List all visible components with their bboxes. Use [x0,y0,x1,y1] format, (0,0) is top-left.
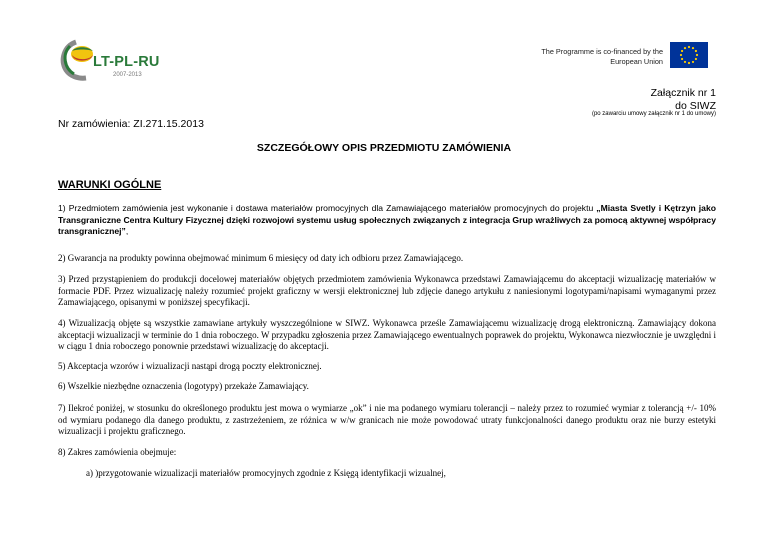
paragraph-8a: a) )przygotowanie wizualizacji materiałów promocyjnych zgodnie z Księgą identyfikacji wizualnej, [86,468,446,478]
eu-flag-icon [670,42,708,68]
paragraph-1-end: , [125,226,129,236]
eu-star-icon [684,47,686,49]
paragraph-1 [58,203,716,238]
document-title: SZCZEGÓŁOWY OPIS PRZEDMIOTU ZAMÓWIENIA [256,142,512,154]
eu-cofinancing-text [463,47,663,66]
paragraph-3: 3) Przed przystąpieniem do produkcji docelowej materiałów objętych przedmiotem zamówienia Wykonawca przedstawi Zamawiającemu do akceptacji wizualizację materiałów w formacie PDF. Przez wizualizację należy rozumieć projekt graficzny w wersji elektronicznej lub zdjęcie danego artykułu z naniesionymi logotypami/napisami wymaganymi przez Zamawiającego, opisanymi w poniższej specyfikacji. [58,274,716,307]
eu-star-icon [681,58,683,60]
eu-star-icon [684,61,686,63]
eu-star-icon [695,58,697,60]
paragraph-7: 7) Ilekroć poniżej, w stosunku do określonego produktu jest mowa o wymiarze „ok” i nie ma podanego wymiaru tolerancji – należy przez to rozumieć wymiar z tolerancją +/- 10% od wymiaru podanego dla danego produktu, z zastrzeżeniem, ze różnica w w/w granicach nie może powodować utraty funkcjonalności danego produktu oraz nie burzy estetyki wizualizacji i projektu graficznego. [58,403,716,436]
order-number: Nr zamówienia: ZI.271.15.2013 [58,118,204,130]
paragraph-8: 8) Zakres zamówienia obejmuje: [58,447,177,457]
eu-star-icon [680,54,682,56]
eu-star-icon [688,62,690,64]
logo-years: 2007-2013 [113,72,142,78]
eu-star-icon [692,47,694,49]
eu-star-icon [681,50,683,52]
paragraph-4: 4) Wizualizacją objęte są wszystkie zamawiane artykuły wyszczególnione w SIWZ. Wykonawca prześle Zamawiającemu wizualizację drogą elektroniczną. Zamawiający dokona akceptacji wizualizacji w terminie do 1 dnia roboczego. W przypadku zgłoszenia przez Zamawiającego ewentualnych poprawek do projektu, Wykonawca niezwłocznie je uwzględni i w ciągu 1 dnia roboczego ponownie przedstawi wizualizację do akceptacji. [58,318,716,351]
attachment-line2: do SIWZ [675,99,716,112]
attachment-line1: Załącznik nr 1 [650,87,716,99]
paragraph-1-text: 1) Przedmiotem zamówienia jest wykonanie i dostawa materiałów promocyjnych dla Zamawiającego materiałów promocyjnych do projektu [58,203,597,213]
logo-text: LT-PL-RU [93,54,160,70]
paragraph-5: 5) Akceptacja wzorów i wizualizacji nastąpi drogą poczty elektronicznej. [58,361,322,371]
attachment-note: (po zawarciu umowy załącznik nr 1 do umowy) [591,111,716,117]
attachment-label [651,87,716,112]
section-heading: WARUNKI OGÓLNE [58,179,162,191]
paragraph-6: 6) Wszelkie niezbędne oznaczenia (logotypy) przekaże Zamawiający. [58,381,309,391]
eu-star-icon [688,46,690,48]
eu-star-icon [695,50,697,52]
eu-cofinancing-line1: The Programme is co-financed by the [541,47,663,56]
eu-star-icon [692,61,694,63]
paragraph-2: 2) Gwarancja na produkty powinna obejmować minimum 6 miesięcy od daty ich odbioru przez Zamawiającego. [58,253,464,263]
eu-star-icon [696,54,698,56]
project-name: „Miasta Svetly i Kętrzyn jako Transgraniczne Centra Kultury Fizycznej dzięki rozwojowi systemu usług społecznych związanych z integracja Grup wrażliwych za pomocą aktywnej współpracy transgranicznej” [58,203,716,236]
eu-cofinancing-line2: European Union [610,56,663,66]
